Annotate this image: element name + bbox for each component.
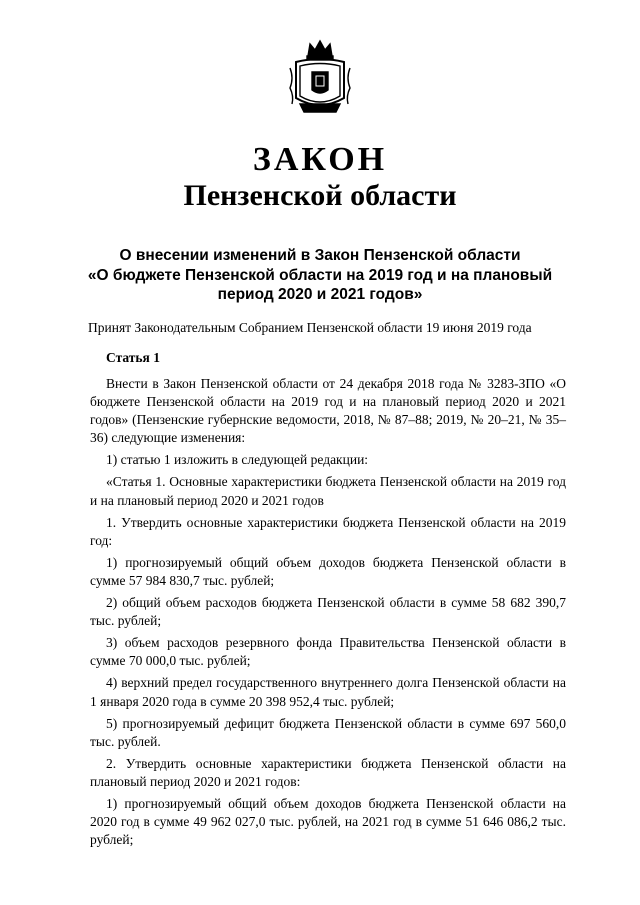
paragraph-item: 1) статью 1 изложить в следующей редакции:	[106, 452, 369, 468]
paragraph-item: 1) прогнозируемый общий объем доходов бюджета Пензенской области на 2020 год в сумме 49 962 027,0 тыс. рублей, на 2021 год в сумме 51 646 086,2 тыс. рублей;	[90, 795, 566, 848]
paragraph-item: «Статья 1. Основные характеристики бюджета Пензенской области на 2019 год и на плановый период 2020 и 2021 годов	[90, 474, 566, 508]
paragraph-item: 2) общий объем расходов бюджета Пензенской области в сумме 58 682 390,7 тыс. рублей;	[90, 595, 566, 629]
paragraph-item: 1. Утвердить основные характеристики бюджета Пензенской области на 2019 год:	[90, 514, 566, 548]
law-title: ЗАКОН	[252, 141, 388, 178]
law-subtitle: Пензенской области	[183, 179, 457, 212]
paragraph-intro: Внести в Закон Пензенской области от 24 декабря 2018 года № 3283-ЗПО «О бюджете Пензенской области на 2019 год и на плановый период 2020 и 2021 годов» (Пензенские губернские ведомости, 2018, № 87–88; 2019, № 20–21, № 35–36) следующие изменения:	[90, 376, 566, 446]
paragraph-item: 2. Утвердить основные характеристики бюджета Пензенской области на плановый период 2020 и 2021 годов:	[90, 755, 566, 789]
coat-of-arms-icon	[286, 38, 354, 116]
amendment-title-line-1: О внесении изменений в Закон Пензенской области	[119, 247, 521, 264]
paragraph-item: 1) прогнозируемый общий объем доходов бюджета Пензенской области в сумме 57 984 830,7 тыс. рублей;	[90, 554, 566, 588]
paragraph-item: 5) прогнозируемый дефицит бюджета Пензенской области в сумме 697 560,0 тыс. рублей.	[90, 715, 566, 749]
amendment-title	[60, 246, 580, 305]
paragraph-item: 3) объем расходов резервного фонда Правительства Пензенской области в сумме 70 000,0 тыс. рублей;	[90, 635, 566, 669]
adoption-note: Принят Законодательным Собранием Пензенской области 19 июня 2019 года	[88, 320, 532, 335]
article-body	[90, 375, 566, 849]
paragraph-item: 4) верхний предел государственного внутреннего долга Пензенской области на 1 января 2020 года в сумме 20 398 952,4 тыс. рублей;	[90, 675, 566, 709]
amendment-title-line-3: период 2020 и 2021 годов»	[217, 286, 423, 303]
amendment-title-line-2: «О бюджете Пензенской области на 2019 год и на плановый	[87, 266, 553, 284]
article-heading: Статья 1	[106, 350, 160, 365]
